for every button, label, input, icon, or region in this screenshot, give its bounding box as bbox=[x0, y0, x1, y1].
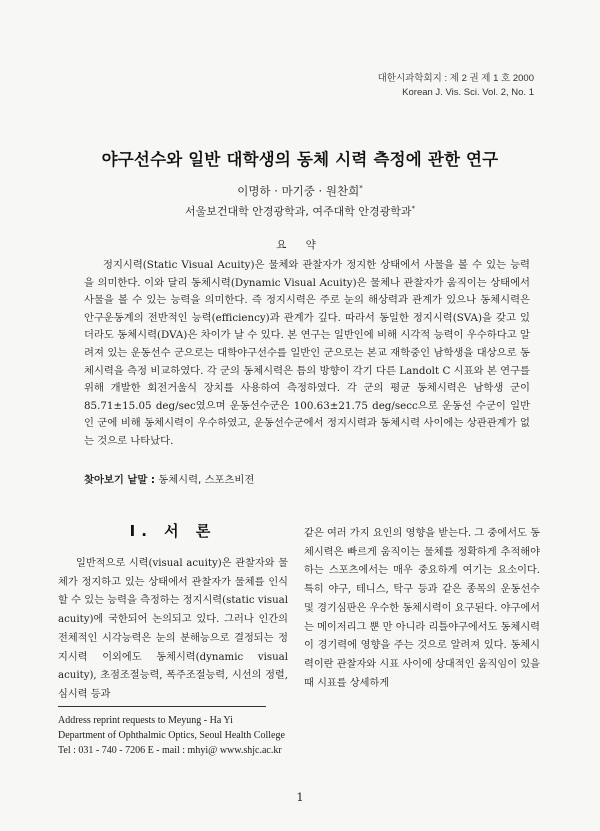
author-line bbox=[0, 183, 600, 199]
abstract-text: 정지시력(Static Visual Acuity)은 물체와 관찰자가 정지한 상태에서 사물을 볼 수 있는 능력을 의미한다. 이와 달리 동체시력(Dynamic Visual Acuity)은 물체나 관찰자가 움직이는 상태에서 사물을 볼 수 있는 능력을 의미한다. 즉 정지시력은 주로 눈의 해상력과 관계가 있으나 동체시력은 안구운동계의 전반적인 능력(efficiency)과 관계가 깊다. 따라서 동일한 정지시력(SVA)을 갖고 있더라도 동체시력(DVA)은 차이가 날 수 있다. 본 연구는 일반인에 비해 시각적 능력이 우수하다고 알려져 있는 운동선수 군으로는 대학야구선수를 일반인 군으로는 본교 재학중인 남학생을 대상으로 동체시력을 측정 비교하였다. 각 군의 동체시력은 틈의 방향이 각기 다른 Landolt C 시표와 본 연구를 위해 개발한 회전거울식 장치를 사용하여 측정하였다. 각 군의 평균 동체시력은 남학생 군이 85.71±15.05 deg/sec였으며 운동선수군은 100.63±21.75 deg/secc으로 운동선 수군이 일반인 군에 비해 동체시력이 우수하였고, 운동선수군에서 정지시력과 동체시력 사이에는 상관관계가 없는 것으로 나타났다. bbox=[84, 259, 530, 447]
abstract-heading: 요 약 bbox=[276, 239, 324, 251]
footnote-line-2: Department of Ophthalmic Optics, Seoul Health College bbox=[58, 730, 285, 741]
left-column bbox=[58, 520, 288, 705]
keywords-label: 찾아보기 낱말 : bbox=[84, 474, 155, 486]
affiliation-line bbox=[0, 203, 600, 219]
keywords bbox=[84, 471, 254, 486]
section-heading: I. 서 론 bbox=[129, 522, 217, 540]
page-number: 1 bbox=[296, 791, 304, 804]
keywords-value: 동체시력, 스포츠비젼 bbox=[154, 474, 255, 486]
footnote-line-1: Address reprint requests to Meyung - Ha Yi bbox=[58, 715, 233, 726]
journal-header bbox=[378, 72, 534, 100]
right-column bbox=[304, 525, 540, 693]
journal-citation-en: Korean J. Vis. Sci. Vol. 2, No. 1 bbox=[402, 87, 534, 98]
footnote-line-3: Tel : 031 - 740 - 7206 E - mail : mhyi@ www.shjc.ac.kr bbox=[58, 745, 282, 756]
affiliation-mark: * bbox=[411, 204, 415, 213]
journal-citation-kr: 대한시과학회지 : 제 2 권 제 1 호 2000 bbox=[377, 73, 534, 84]
authors: 이명하 · 마기중 · 원찬희 bbox=[237, 184, 360, 198]
intro-text-right: 같은 여러 가지 요인의 영향을 받는다. 그 중에서도 동체시력은 빠르게 움직이는 물체를 정확하게 추적해야하는 스포츠에서는 매우 중요하게 여기는 요소이다. 특히 야구, 테니스, 탁구 등과 같은 종목의 운동선수 및 경기심판은 우수한 동체시력이 요구된다. 야구에서는 메이저리그 뿐 만 아니라 리틀야구에서도 동체시력이 경기력에 영향을 주는 것으로 알려져 있다. 동체시력이란 관찰자와 시표 사이에 상대적인 움직임이 있을 때 시표를 상세하게 bbox=[304, 528, 540, 689]
intro-text-left: 일반적으로 시력(visual acuity)은 관찰자와 물체가 정지하고 있는 상태에서 관찰자가 물체를 인식할 수 있는 능력을 측정하는 정지시력(static visual acuity)에 국한되어 논의되고 있다. 그러나 인간의 전체적인 시각능력은 눈의 분해능으로 결정되는 정지시력 이외에도 동체시력(dynamic visual acuity), 초점조절능력, 폭주조절능력, 시선의 정렬, 심시력 등과 bbox=[58, 558, 288, 700]
paper-title: 야구선수와 일반 대학생의 동체 시력 측정에 관한 연구 bbox=[101, 150, 499, 169]
author-mark: * bbox=[359, 184, 363, 193]
affiliation: 서울보건대학 안경광학과, 여주대학 안경광학과 bbox=[184, 205, 412, 218]
footnote bbox=[58, 713, 285, 758]
abstract bbox=[84, 257, 530, 451]
footnote-divider bbox=[58, 706, 266, 707]
